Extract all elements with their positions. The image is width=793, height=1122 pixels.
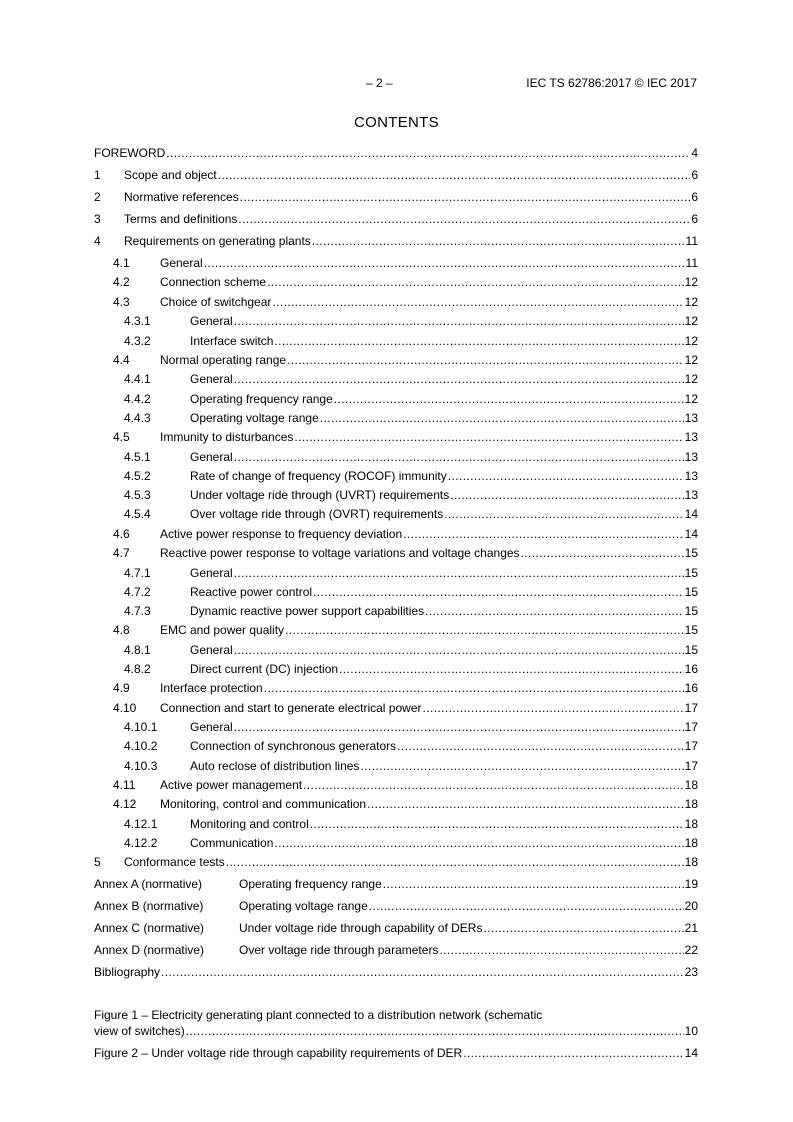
toc-entry-number: 4.7.3 (124, 604, 151, 618)
dot-leader (234, 314, 684, 328)
toc-entry-page: 17 (684, 701, 698, 715)
toc-entry-number: 4.5.3 (124, 488, 151, 502)
toc-entry-title: Active power response to frequency deviation (160, 527, 403, 541)
toc-entry-number: Annex D (normative) (94, 943, 205, 957)
toc-entry-title: Reactive power control (190, 585, 313, 599)
toc-entry[interactable] (94, 836, 698, 852)
toc-entry[interactable] (94, 566, 698, 582)
toc-entry-title: Connection and start to generate electrical power (160, 701, 422, 715)
dot-leader (218, 168, 691, 182)
toc-entry-page: 23 (684, 965, 698, 979)
dot-leader (161, 965, 684, 979)
toc-entry[interactable] (94, 507, 698, 523)
toc-entry-title: Under voltage ride through capability of DERs (239, 921, 483, 935)
toc-entry-title: Monitoring and control (190, 817, 309, 831)
toc-entry[interactable] (94, 877, 698, 893)
dot-leader (234, 372, 684, 386)
dot-leader (234, 566, 684, 580)
dot-leader (383, 877, 684, 891)
dot-leader (450, 488, 683, 502)
toc-entry-number: 4.4.3 (124, 411, 151, 425)
toc-entry-number: 4.10 (113, 701, 137, 715)
toc-entry[interactable] (94, 921, 698, 937)
toc-entry[interactable] (94, 450, 698, 466)
toc-entry-number: Annex C (normative) (94, 921, 205, 935)
dot-leader (287, 353, 684, 367)
dot-leader (238, 212, 690, 226)
toc-entry[interactable] (94, 469, 698, 485)
toc-entry[interactable] (94, 623, 698, 639)
toc-entry-page: 4 (691, 146, 698, 160)
toc-entry-title: Under voltage ride through (UVRT) requirements (190, 488, 450, 502)
dot-leader (334, 392, 684, 406)
dot-leader (423, 701, 684, 715)
toc-entry-page: 15 (684, 623, 698, 637)
toc-entry[interactable] (94, 604, 698, 620)
toc-entry-page: 12 (684, 334, 698, 348)
page-number: – 2 – (366, 76, 393, 90)
toc-entry-page: 18 (684, 817, 698, 831)
toc-entry-page: 15 (684, 604, 698, 618)
contents-title: CONTENTS (354, 114, 439, 131)
toc-entry-page: 13 (684, 488, 698, 502)
toc-entry-page: 17 (684, 720, 698, 734)
toc-entry-number: 4.2 (113, 275, 130, 289)
toc-entry-title: Bibliography (94, 965, 161, 979)
toc-entry-title: Direct current (DC) injection (190, 662, 339, 676)
toc-entry-title: General (190, 314, 233, 328)
toc-entry-title: General (190, 720, 233, 734)
toc-entry-page: 12 (684, 314, 698, 328)
toc-entry[interactable] (94, 643, 698, 659)
dot-leader (439, 943, 683, 957)
toc-entry[interactable] (94, 275, 698, 291)
dot-leader (339, 662, 684, 676)
toc-entry-title: Requirements on generating plants (124, 234, 311, 248)
toc-entry[interactable] (94, 334, 698, 350)
toc-entry-title: FOREWORD (94, 146, 166, 160)
toc-entry-number: 4.4.2 (124, 392, 151, 406)
dot-leader (226, 855, 684, 869)
toc-entry-number: 4.5.2 (124, 469, 151, 483)
toc-entry-page: 13 (684, 469, 698, 483)
toc-entry-number: 4.5 (113, 430, 130, 444)
dot-leader (403, 527, 684, 541)
toc-entry[interactable] (94, 585, 698, 601)
dot-leader (367, 797, 684, 811)
dot-leader (521, 546, 684, 560)
toc-entry-title: Monitoring, control and communication (160, 797, 367, 811)
toc-entry-number: 4.8 (113, 623, 130, 637)
dot-leader (274, 836, 683, 850)
toc-entry-title: Terms and definitions (124, 212, 238, 226)
toc-entry-page: 13 (684, 430, 698, 444)
figure-1-title: Figure 1 – Electricity generating plant connected to a distribution network (schematic (94, 1008, 543, 1022)
dot-leader (369, 899, 684, 913)
dot-leader (320, 411, 684, 425)
toc-entry-title: Auto reclose of distribution lines (190, 759, 360, 773)
dot-leader (313, 585, 684, 599)
toc-entry-title: Active power management (160, 778, 303, 792)
toc-entry-title: Operating frequency range (190, 392, 333, 406)
toc-entry-title: Reactive power response to voltage variations and voltage changes (160, 546, 520, 560)
page-header (0, 76, 793, 92)
toc-entry[interactable] (94, 234, 698, 250)
toc-entry-page: 12 (684, 353, 698, 367)
toc-entry-page: 18 (684, 797, 698, 811)
toc-entry-title: Normative references (124, 190, 239, 204)
toc-entry-number: 4 (94, 234, 101, 248)
toc-entry[interactable] (94, 392, 698, 408)
dot-leader (234, 643, 684, 657)
toc-entry-page: 15 (684, 643, 698, 657)
toc-entry-page: 12 (684, 372, 698, 386)
toc-entry-number: 4.1 (113, 256, 130, 270)
toc-entry-page: 15 (684, 566, 698, 580)
toc-entry-page: 14 (684, 507, 698, 521)
toc-entry[interactable] (94, 146, 698, 162)
figure-1-line2 (94, 1024, 698, 1040)
toc-entry-page: 20 (684, 899, 698, 913)
toc-entry-title: Communication (190, 836, 274, 850)
toc-entry-page: 14 (684, 527, 698, 541)
toc-entry-number: 4.11 (113, 778, 136, 792)
toc-entry-title: Dynamic reactive power support capabilities (190, 604, 425, 618)
toc-entry-number: 4.4.1 (124, 372, 151, 386)
toc-entry-title: EMC and power quality (160, 623, 285, 637)
toc-entry-page: 6 (691, 212, 698, 226)
toc-entry-number: Annex B (normative) (94, 899, 204, 913)
toc-entry-title: Interface switch (190, 334, 274, 348)
toc-entry-number: 4.4 (113, 353, 130, 367)
toc-entry[interactable] (94, 701, 698, 717)
toc-entry-title: Interface protection (160, 681, 263, 695)
toc-entry[interactable] (94, 527, 698, 543)
toc-entry[interactable] (94, 681, 698, 697)
toc-entry-title: Connection of synchronous generators (190, 739, 397, 753)
dot-leader (240, 190, 691, 204)
dot-leader (360, 759, 683, 773)
toc-entry-page: 12 (684, 275, 698, 289)
toc-entry[interactable] (94, 190, 698, 206)
toc-entry[interactable] (94, 488, 698, 504)
dot-leader (264, 681, 684, 695)
toc-entry-page: 18 (684, 836, 698, 850)
toc-entry-page: 17 (684, 759, 698, 773)
toc-entry[interactable] (94, 662, 698, 678)
toc-entry-page: 19 (684, 877, 698, 891)
dot-leader (166, 146, 690, 160)
dot-leader (444, 507, 683, 521)
toc-entry-number: 4.7 (113, 546, 130, 560)
figure-1-title-cont: view of switches) (94, 1024, 185, 1038)
toc-entry-page: 18 (684, 855, 698, 869)
dot-leader (186, 1024, 684, 1038)
toc-entry-number: 4.10.2 (124, 739, 158, 753)
toc-entry[interactable] (94, 372, 698, 388)
toc-entry[interactable] (94, 965, 698, 981)
toc-entry-page: 12 (684, 295, 698, 309)
toc-entry-number: 4.12.2 (124, 836, 158, 850)
toc-entry-page: 13 (684, 411, 698, 425)
toc-entry-page: 15 (684, 546, 698, 560)
toc-entry-number: 4.12 (113, 797, 137, 811)
dot-leader (312, 234, 685, 248)
toc-entry[interactable] (94, 314, 698, 330)
dot-leader (294, 430, 683, 444)
toc-entry[interactable] (94, 411, 698, 427)
figure-entry-2[interactable] (94, 1046, 698, 1062)
toc-entry-number: 4.12.1 (124, 817, 158, 831)
toc-entry-title: Over voltage ride through parameters (239, 943, 439, 957)
toc-entry-page: 15 (684, 585, 698, 599)
dot-leader (303, 778, 684, 792)
toc-entry-title: Conformance tests (124, 855, 225, 869)
toc-entry-number: 4.3.1 (124, 314, 151, 328)
toc-entry-page: 16 (684, 662, 698, 676)
dot-leader (310, 817, 684, 831)
dot-leader (267, 275, 684, 289)
toc-entry[interactable] (94, 739, 698, 755)
figure-2-page: 14 (684, 1046, 698, 1060)
toc-entry[interactable] (94, 759, 698, 775)
toc-entry-title: General (190, 450, 233, 464)
toc-entry[interactable] (94, 430, 698, 446)
toc-entry[interactable] (94, 797, 698, 813)
dot-leader (425, 604, 684, 618)
toc-entry-page: 6 (691, 168, 698, 182)
toc-entry-number: 4.3.2 (124, 334, 151, 348)
toc-entry-number: 4.10.1 (124, 720, 158, 734)
toc-entry-number: 3 (94, 212, 101, 226)
toc-entry-number: 4.9 (113, 681, 130, 695)
toc-entry[interactable] (94, 817, 698, 833)
toc-entry-page: 17 (684, 739, 698, 753)
toc-entry-title: Connection scheme (160, 275, 267, 289)
dot-leader (448, 469, 684, 483)
toc-entry-number: 4.5.1 (124, 450, 151, 464)
toc-entry-title: Operating voltage range (239, 899, 368, 913)
toc-entry-title: Choice of switchgear (160, 295, 272, 309)
toc-entry-number: 4.5.4 (124, 507, 151, 521)
toc-entry-number: 2 (94, 190, 101, 204)
toc-entry-number: 4.8.2 (124, 662, 151, 676)
toc-entry-title: Rate of change of frequency (ROCOF) immunity (190, 469, 447, 483)
toc-entry-title: Operating voltage range (190, 411, 319, 425)
toc-entry-page: 11 (685, 234, 698, 248)
toc-entry-title: Operating frequency range (239, 877, 382, 891)
toc-entry-title: General (160, 256, 203, 270)
toc-entry-page: 18 (684, 778, 698, 792)
dot-leader (204, 256, 685, 270)
toc-entry[interactable] (94, 168, 698, 184)
toc-entry[interactable] (94, 546, 698, 562)
toc-entry-number: 4.7.1 (124, 566, 151, 580)
toc-entry-title: Immunity to disturbances (160, 430, 294, 444)
toc-entry-page: 6 (691, 190, 698, 204)
dot-leader (234, 450, 684, 464)
toc-entry[interactable] (94, 855, 698, 871)
toc-entry-title: Normal operating range (160, 353, 287, 367)
toc-entry[interactable] (94, 212, 698, 228)
toc-entry-number: 4.10.3 (124, 759, 158, 773)
toc-entry-number: 4.6 (113, 527, 130, 541)
toc-entry[interactable] (94, 778, 698, 794)
toc-entry[interactable] (94, 353, 698, 369)
toc-entry-page: 22 (684, 943, 698, 957)
dot-leader (397, 739, 684, 753)
toc-entry[interactable] (94, 295, 698, 311)
toc-entry-page: 13 (684, 450, 698, 464)
toc-entry-title: Over voltage ride through (OVRT) requirements (190, 507, 444, 521)
toc-entry-number: 4.3 (113, 295, 130, 309)
toc-entry-title: General (190, 372, 233, 386)
toc-entry-title: General (190, 566, 233, 580)
dot-leader (274, 334, 683, 348)
dot-leader (483, 921, 683, 935)
toc-entry-page: 21 (684, 921, 698, 935)
toc-entry[interactable] (94, 899, 698, 915)
dot-leader (234, 720, 684, 734)
toc-entry-title: General (190, 643, 233, 657)
toc-entry-page: 16 (684, 681, 698, 695)
toc-entry-number: 5 (94, 855, 101, 869)
dot-leader (463, 1046, 683, 1060)
toc-entry-number: 1 (94, 168, 101, 182)
toc-entry[interactable] (94, 256, 698, 272)
standard-reference: IEC TS 62786:2017 © IEC 2017 (526, 76, 697, 90)
dot-leader (285, 623, 684, 637)
toc-entry-number: 4.7.2 (124, 585, 151, 599)
toc-entry-title: Scope and object (124, 168, 217, 182)
dot-leader (272, 295, 683, 309)
figure-2-title: Figure 2 – Under voltage ride through capability requirements of DER (94, 1046, 463, 1060)
toc-entry-page: 12 (684, 392, 698, 406)
figure-1-page: 10 (684, 1024, 698, 1038)
toc-entry[interactable] (94, 720, 698, 736)
toc-entry-number: 4.8.1 (124, 643, 151, 657)
toc-entry-page: 11 (685, 256, 698, 270)
toc-entry[interactable] (94, 943, 698, 959)
toc-entry-number: Annex A (normative) (94, 877, 203, 891)
